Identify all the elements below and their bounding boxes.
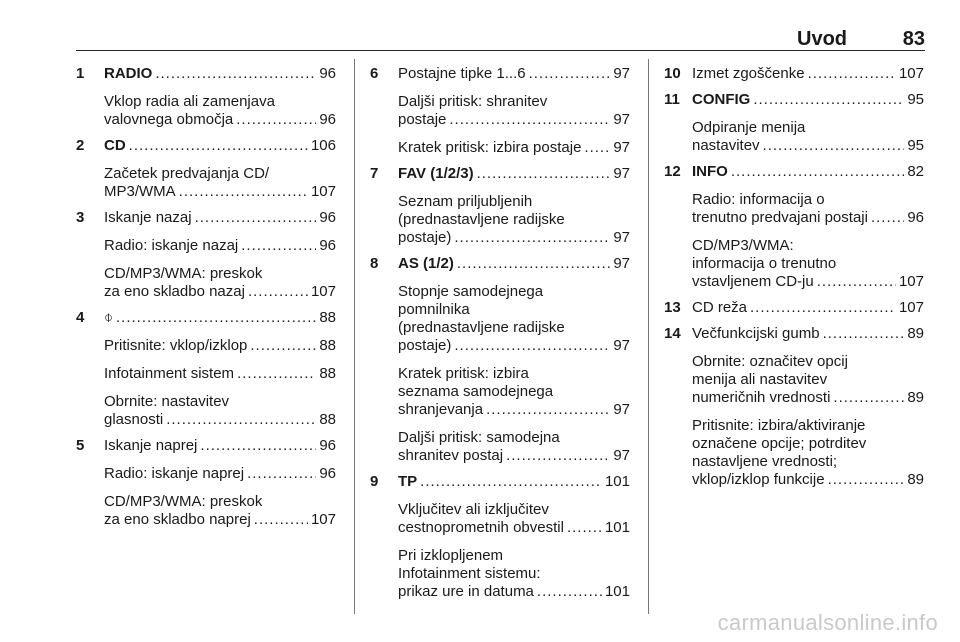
subitem-label: vstavljenem CD-ju (692, 273, 814, 290)
entry-subitem (104, 165, 336, 201)
page-header (76, 28, 925, 51)
subitem-text: Infotainment sistemu: (398, 565, 541, 582)
entry-title-line (398, 65, 630, 83)
entry-title-label: Večfunkcijski gumb (692, 325, 820, 342)
page-reference: 97 (613, 401, 630, 418)
page-reference: 101 (604, 519, 630, 536)
subitem-text: Seznam priljubljenih (398, 193, 533, 210)
subitem-text: Obrnite: nastavitev (104, 393, 230, 410)
dot-leader (529, 65, 611, 83)
subitem-line (398, 337, 630, 355)
page-reference: 107 (898, 299, 924, 316)
dot-leader (486, 401, 610, 419)
subitem-label: za eno skladbo nazaj (104, 283, 245, 300)
entry-subitem (692, 417, 924, 489)
page-reference: 107 (310, 511, 336, 528)
dot-leader (506, 447, 610, 465)
subitem-text: Vklop radia ali zamenjava (104, 93, 275, 110)
subitem-line (398, 519, 630, 537)
entry-subitem (398, 365, 630, 419)
subitem-line (398, 401, 630, 419)
subitem-line (398, 139, 630, 157)
subitem-line (104, 511, 336, 529)
subitem-line (104, 237, 336, 255)
entry-subitem (104, 337, 336, 355)
subitem-label: postaje) (398, 229, 452, 246)
subitem-label: Kratek pritisk: izbira postaje (398, 139, 582, 156)
entry-number: 14 (664, 325, 681, 342)
entry-subitem (104, 465, 336, 483)
index-entry (76, 65, 336, 129)
dot-leader (750, 299, 896, 317)
index-entry (664, 91, 924, 155)
subitem-text: Daljši pritisk: shranitev (398, 93, 548, 110)
page-reference: 97 (613, 65, 630, 82)
entry-number: 1 (76, 65, 85, 82)
subitem-label: shranjevanja (398, 401, 484, 418)
entry-title-line (692, 91, 924, 109)
page-reference: 107 (898, 65, 924, 82)
entry-title-label: Iskanje nazaj (104, 209, 192, 226)
dot-leader (155, 65, 316, 83)
subitem-line (104, 411, 336, 429)
subitem-text: Obrnite: označitev opcij (692, 353, 848, 370)
entry-number: 9 (370, 473, 379, 490)
entry-subitem (104, 93, 336, 129)
entry-subitem (398, 501, 630, 537)
page-reference: 89 (907, 389, 924, 406)
subitem-label: valovnega območja (104, 111, 234, 128)
dot-leader (537, 583, 602, 601)
page-reference: 95 (907, 91, 924, 108)
subitem-line (692, 273, 924, 291)
index-entry (370, 473, 630, 601)
dot-leader (477, 165, 611, 183)
subitem-label: nastavitev (692, 137, 760, 154)
entry-title-line (104, 209, 336, 227)
subitem-text: Odpiranje menija (692, 119, 806, 136)
subitem-text: Daljši pritisk: samodejna (398, 429, 560, 446)
entry-title-label: INFO (692, 163, 728, 180)
entry-title-line (692, 325, 924, 343)
page-reference: 97 (613, 229, 630, 246)
subitem-label: trenutno predvajani postaji (692, 209, 868, 226)
subitem-label: postaje) (398, 337, 452, 354)
index-entry (76, 309, 336, 429)
dot-leader (808, 65, 896, 83)
page-reference: 107 (310, 183, 336, 200)
page-reference: 96 (319, 209, 336, 226)
subitem-label: Infotainment sistem (104, 365, 235, 382)
page-reference: 107 (310, 283, 336, 300)
dot-leader (179, 183, 308, 201)
dot-leader (129, 137, 308, 155)
entry-title-label: TP (398, 473, 418, 490)
index-entry (370, 255, 630, 465)
entry-subitem (398, 193, 630, 247)
subitem-line (398, 229, 630, 247)
subitem-line (104, 365, 336, 383)
subitem-text: seznama samodejnega (398, 383, 554, 400)
entry-number: 4 (76, 309, 85, 326)
entry-number: 8 (370, 255, 379, 272)
subitem-label: cestnoprometnih obvestil (398, 519, 564, 536)
dot-leader (248, 283, 308, 301)
page-reference: 97 (613, 255, 630, 272)
entry-subitem (104, 365, 336, 383)
page-reference: 82 (907, 163, 924, 180)
subitem-line (692, 389, 924, 407)
subitem-text: CD/MP3/WMA: preskok (104, 265, 263, 282)
page-reference: 96 (319, 111, 336, 128)
subitem-line (104, 111, 336, 129)
dot-leader (116, 309, 316, 327)
subitem-line (398, 583, 630, 601)
subitem-line (692, 471, 924, 489)
column-divider (354, 59, 355, 614)
entry-title-line (398, 473, 630, 491)
index-entry (370, 65, 630, 157)
subitem-line (104, 183, 336, 201)
index-entry (664, 65, 924, 83)
entry-title-label: Iskanje naprej (104, 437, 198, 454)
subitem-line (692, 137, 924, 155)
subitem-label: numeričnih vrednosti (692, 389, 831, 406)
entry-title-label: CONFIG (692, 91, 751, 108)
entry-subitem (692, 119, 924, 155)
watermark: carmanualsonline.info (717, 610, 938, 635)
dot-leader (195, 209, 317, 227)
subitem-text: (prednastavljene radijske (398, 211, 565, 228)
entry-subitem (692, 191, 924, 227)
dot-leader (731, 163, 904, 181)
page-reference: 88 (319, 365, 336, 382)
page-reference: 95 (907, 137, 924, 154)
entry-number: 3 (76, 209, 85, 226)
entry-number: 6 (370, 65, 379, 82)
entry-title-label: AS (1/2) (398, 255, 454, 272)
dot-leader (236, 111, 316, 129)
entry-title-label: Postajne tipke 1...6 (398, 65, 526, 82)
dot-leader (254, 511, 308, 529)
entry-number: 10 (664, 65, 681, 82)
subitem-text: Pri izklopljenem (398, 547, 504, 564)
subitem-text: pomnilnika (398, 301, 470, 318)
entry-number: 13 (664, 299, 681, 316)
subitem-label: za eno skladbo naprej (104, 511, 251, 528)
index-entry (370, 165, 630, 247)
subitem-line (398, 447, 630, 465)
dot-leader (828, 471, 905, 489)
entry-number: 11 (664, 91, 680, 108)
subitem-text: označene opcije; potrditev (692, 435, 867, 452)
index-entry (664, 325, 924, 489)
entry-number: 12 (664, 163, 681, 180)
page-reference: 107 (898, 273, 924, 290)
index-entry (76, 437, 336, 529)
dot-leader (200, 437, 316, 455)
dot-leader (817, 273, 896, 291)
entry-title-label: CD reža (692, 299, 748, 316)
subitem-text: Stopnje samodejnega (398, 283, 544, 300)
page-reference: 96 (319, 465, 336, 482)
page-reference: 97 (613, 337, 630, 354)
entry-title-line (692, 65, 924, 83)
dot-leader (166, 411, 316, 429)
subitem-text: CD/MP3/WMA: (692, 237, 794, 254)
subitem-label: Radio: iskanje naprej (104, 465, 245, 482)
subitem-text: Pritisnite: izbira/aktiviranje (692, 417, 866, 434)
entry-title-line (104, 437, 336, 455)
dot-leader (250, 337, 316, 355)
entry-title-line (104, 65, 336, 83)
entry-title-line (398, 255, 630, 273)
dot-leader (237, 365, 316, 383)
subitem-label: prikaz ure in datuma (398, 583, 534, 600)
page-reference: 88 (319, 337, 336, 354)
entry-title-line (398, 165, 630, 183)
subitem-line (104, 465, 336, 483)
index-entry (76, 209, 336, 301)
subitem-text: Radio: informacija o (692, 191, 825, 208)
page-reference: 97 (613, 139, 630, 156)
subitem-label: Radio: iskanje nazaj (104, 237, 239, 254)
entry-title-label: FAV (1/2/3) (398, 165, 474, 182)
entry-subitem (104, 265, 336, 301)
page-reference: 96 (907, 209, 924, 226)
page-reference: 106 (310, 137, 336, 154)
dot-leader (823, 325, 905, 343)
entry-title-line (692, 163, 924, 181)
dot-leader (454, 337, 610, 355)
subitem-label: Pritisnite: vklop/izklop (104, 337, 248, 354)
subitem-text: (prednastavljene radijske (398, 319, 565, 336)
entry-subitem (692, 353, 924, 407)
dot-leader (457, 255, 610, 273)
subitem-text: informacija o trenutno (692, 255, 837, 272)
index-column-1 (76, 65, 336, 529)
subitem-line (692, 209, 924, 227)
entry-number: 7 (370, 165, 379, 182)
entry-subitem (398, 93, 630, 129)
dot-leader (454, 229, 610, 247)
entry-number: 5 (76, 437, 85, 454)
entry-title-line (692, 299, 924, 317)
entry-title-label: RADIO (104, 65, 153, 82)
dot-leader (567, 519, 602, 537)
page-reference: 97 (613, 447, 630, 464)
index-column-2 (370, 65, 630, 601)
page-reference: 88 (319, 411, 336, 428)
subitem-text: nastavljene vrednosti; (692, 453, 838, 470)
subitem-text: menija ali nastavitev (692, 371, 828, 388)
page-reference: 97 (613, 111, 630, 128)
subitem-text: Začetek predvajanja CD/ (104, 165, 270, 182)
entry-subitem (104, 237, 336, 255)
index-entry (664, 299, 924, 317)
index-column-3 (664, 65, 924, 489)
index-entry (76, 137, 336, 201)
subitem-text: Kratek pritisk: izbira (398, 365, 529, 382)
page-reference: 89 (907, 325, 924, 342)
page-reference: 96 (319, 65, 336, 82)
page-reference: 101 (604, 583, 630, 600)
entry-subitem (398, 429, 630, 465)
dot-leader (833, 389, 904, 407)
entry-subitem (692, 237, 924, 291)
entry-title-line (104, 309, 336, 327)
page-reference: 96 (319, 237, 336, 254)
dot-leader (584, 139, 610, 157)
subitem-label: glasnosti (104, 411, 164, 428)
subitem-label: MP3/WMA (104, 183, 176, 200)
page-title: Uvod (797, 28, 847, 50)
subitem-label: postaje (398, 111, 447, 128)
entry-number: 2 (76, 137, 85, 154)
page-reference: 96 (319, 437, 336, 454)
entry-subitem (398, 283, 630, 355)
page-reference: 97 (613, 165, 630, 182)
entry-subitem (398, 139, 630, 157)
subitem-line (104, 337, 336, 355)
entry-subitem (398, 547, 630, 601)
subitem-label: shranitev postaj (398, 447, 504, 464)
page-reference: 89 (907, 471, 924, 488)
dot-leader (449, 111, 610, 129)
subitem-line (104, 283, 336, 301)
entry-title-line (104, 137, 336, 155)
entry-subitem (104, 493, 336, 529)
page-reference: 101 (604, 473, 630, 490)
dot-leader (241, 237, 316, 255)
page-number: 83 (902, 28, 925, 50)
dot-leader (763, 137, 905, 155)
subitem-text: Vključitev ali izključitev (398, 501, 549, 518)
subitem-text: CD/MP3/WMA: preskok (104, 493, 263, 510)
index-entry (664, 163, 924, 291)
entry-title-label: ⌽ (104, 309, 114, 326)
dot-leader (420, 473, 602, 491)
subitem-label: vklop/izklop funkcije (692, 471, 825, 488)
entry-title-label: CD (104, 137, 126, 154)
dot-leader (753, 91, 904, 109)
entry-title-label: Izmet zgoščenke (692, 65, 805, 82)
page-reference: 88 (319, 309, 336, 326)
subitem-line (398, 111, 630, 129)
column-divider (648, 59, 649, 614)
dot-leader (871, 209, 904, 227)
dot-leader (247, 465, 316, 483)
entry-subitem (104, 393, 336, 429)
